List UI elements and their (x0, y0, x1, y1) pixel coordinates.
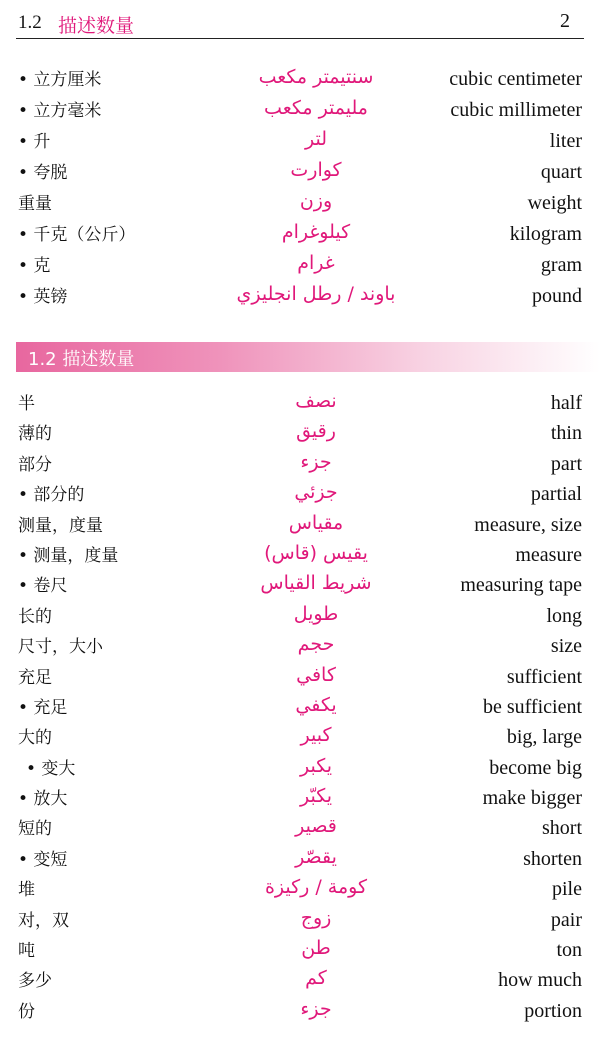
english-term: part (550, 452, 582, 475)
vocab-row (16, 631, 584, 661)
arabic-term: قصير (295, 815, 337, 838)
header-section-title: 描述数量 (58, 15, 135, 37)
arabic-term: مقياس (288, 511, 344, 534)
english-term: sufficient (506, 665, 582, 688)
chinese-term: 份 (18, 1001, 35, 1022)
arabic-term: طويل (293, 602, 339, 625)
arabic-term: نصف (295, 390, 337, 412)
arabic-term: كم (305, 967, 327, 990)
vocab-row (16, 692, 584, 722)
chinese-term: • 测量，度量 (18, 545, 119, 566)
chinese-term: 重量 (18, 194, 52, 214)
vocab-row (16, 783, 584, 813)
english-term: make bigger (482, 787, 582, 810)
english-term: ton (556, 939, 582, 962)
chinese-term: 大的 (18, 728, 52, 749)
arabic-term: يقيس (قاس) (264, 541, 368, 564)
english-term: cubic millimeter (450, 99, 582, 121)
vocab-row (16, 996, 584, 1026)
chinese-term: • 变短 (18, 849, 68, 870)
vocab-row (16, 844, 584, 874)
arabic-term: سنتيمتر مكعب (258, 66, 374, 88)
english-term: half (550, 392, 582, 414)
vocab-row (16, 905, 584, 935)
arabic-term: طن (301, 937, 331, 960)
chinese-term: 薄的 (18, 424, 52, 445)
chinese-term: • 变大 (26, 758, 76, 779)
vocab-list-bottom (16, 388, 584, 1026)
vocab-row (16, 188, 584, 219)
arabic-term: جزء (300, 450, 332, 473)
english-term: long (546, 604, 582, 627)
chinese-term: 充足 (18, 667, 52, 688)
arabic-term: يكبر (300, 754, 332, 777)
english-term: cubic centimeter (449, 68, 582, 90)
arabic-term: غرام (297, 252, 335, 274)
arabic-term: جزئي (294, 481, 338, 504)
vocab-row (16, 722, 584, 752)
vocab-row (16, 250, 584, 281)
chinese-term: • 千克（公斤） (18, 225, 136, 245)
arabic-term: مليمتر مكعب (264, 97, 368, 119)
english-term: kilogram (509, 223, 582, 245)
vocab-row (16, 479, 584, 509)
arabic-term: كوارت (290, 159, 342, 181)
english-term: pair (550, 908, 582, 931)
arabic-term: حجم (297, 633, 335, 656)
arabic-term: جزء (300, 997, 332, 1020)
english-term: measure, size (474, 513, 582, 536)
vocab-row (16, 753, 584, 783)
chinese-term: 对，双 (18, 910, 69, 931)
arabic-term: كافي (296, 663, 336, 686)
english-term: gram (540, 254, 582, 276)
english-term: portion (524, 999, 582, 1022)
arabic-term: يكبّر (300, 785, 332, 808)
english-term: quart (540, 161, 582, 183)
chinese-term: • 部分的 (18, 485, 85, 506)
english-term: measuring tape (460, 574, 582, 597)
page-number: 2 (560, 10, 570, 32)
vocab-list-top (16, 64, 584, 312)
vocab-row (16, 935, 584, 965)
vocab-row (16, 510, 584, 540)
arabic-term: لتر (304, 128, 327, 150)
chinese-term: 半 (18, 394, 35, 414)
header-section-number: 1.2 (18, 12, 42, 33)
chinese-term: 长的 (18, 606, 52, 627)
english-term: shorten (523, 847, 582, 870)
vocab-row (16, 219, 584, 250)
english-term: short (542, 817, 582, 840)
chinese-term: • 放大 (18, 789, 68, 810)
vocab-row (16, 157, 584, 188)
chinese-term: • 充足 (18, 697, 68, 718)
vocab-row (16, 418, 584, 448)
english-term: liter (549, 130, 582, 152)
vocab-row (16, 813, 584, 843)
english-term: measure (515, 543, 582, 566)
arabic-term: وزن (299, 190, 333, 212)
english-term: weight (527, 192, 582, 214)
chinese-term: • 立方厘米 (18, 70, 102, 90)
chinese-term: 测量，度量 (18, 515, 103, 536)
section-banner (16, 342, 600, 372)
vocab-row (16, 540, 584, 570)
english-term: pile (552, 878, 582, 901)
chinese-term: • 夸脱 (18, 163, 68, 183)
english-term: how much (498, 969, 582, 992)
vocab-row (16, 281, 584, 312)
arabic-term: باوند / رطل انجليزي (236, 283, 396, 305)
english-term: pound (532, 285, 582, 307)
arabic-term: كومة / ركيزة (264, 876, 368, 899)
chinese-term: • 卷尺 (18, 576, 68, 597)
arabic-term: شريط القياس (260, 572, 372, 595)
vocab-row (16, 64, 584, 95)
english-term: be sufficient (482, 695, 582, 718)
english-term: partial (530, 483, 582, 506)
chinese-term: • 克 (18, 256, 51, 276)
page-header (16, 8, 584, 39)
vocab-row (16, 662, 584, 692)
vocab-row (16, 874, 584, 904)
vocab-row (16, 95, 584, 126)
section-banner-title: 1.2 描述数量 (28, 349, 135, 370)
vocab-row (16, 449, 584, 479)
vocab-row (16, 126, 584, 157)
vocab-row (16, 601, 584, 631)
chinese-term: • 升 (18, 132, 51, 152)
arabic-term: يقصّر (295, 845, 337, 868)
chinese-term: • 立方毫米 (18, 101, 102, 121)
arabic-term: كيلوغرام (281, 221, 351, 243)
arabic-term: يكفي (295, 693, 337, 716)
chinese-term: 短的 (18, 819, 52, 840)
arabic-term: رقيق (296, 420, 336, 443)
vocab-row (16, 965, 584, 995)
english-term: big, large (506, 726, 582, 749)
vocab-row (16, 388, 584, 418)
chinese-term: 多少 (18, 971, 52, 992)
chinese-term: • 英镑 (18, 287, 68, 307)
arabic-term: كبير (300, 724, 332, 747)
chinese-term: 堆 (18, 880, 35, 901)
chinese-term: 部分 (18, 454, 52, 475)
english-term: thin (550, 422, 582, 445)
vocab-row (16, 570, 584, 600)
english-term: become big (489, 756, 582, 779)
arabic-term: زوج (300, 906, 332, 929)
english-term: size (550, 635, 582, 658)
chinese-term: 尺寸，大小 (18, 637, 103, 658)
chinese-term: 吨 (18, 941, 35, 962)
